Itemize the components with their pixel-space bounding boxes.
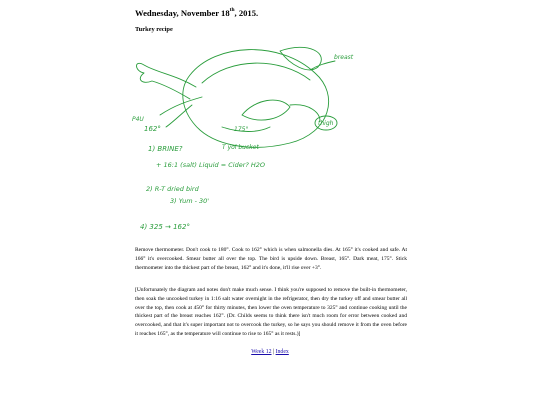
note-breast: breast [334,54,354,61]
editor-note-paragraph: [Unfortunately the diagram and notes don't make much sense. I think you're supposed to remove the built-in thermometer, then soak the uncooked turkey in 1:16 salt water overnight in the refrigerator, then dry the turkey off and smear butter all over the top, then cook at 450° for thirty minutes, then lower the oven temperature to 325° and continue cooking until the thickest part of the breast reaches 162°. (Dr. Childs seems to think there isn't much room for error between cooked and overcooked, and that it's super important not to overcook the turkey, so he says you should remove it from the oven before it reaches 165°, as the temperature will continue to rise to 165° as it rests.)] [135,287,407,337]
turkey-cavity [280,47,321,70]
note-yum: 3) Yum - 30' [170,197,210,205]
instructions-paragraph: Remove thermometer. Don't cook to 180°. Cook to 162° which is when salmonella dies. At 165° it's cooked and safe. At 166° it's overcooked. Smear butter all over the top. The bird is upside down. Breast, 165°. Dark meat, 175°. Stick thermometer into the thickest part of the breast, 162° and it's done, it'll rise over +3°. [135,247,407,271]
turkey-inner-stroke [202,63,310,83]
note-brine: 1) BRINE? [148,145,183,153]
nav-separator: | [272,349,275,355]
note-oven: 4) 325 → 162° [140,223,190,231]
wing-outline [242,100,290,120]
turkey-sketch [130,35,380,240]
page-subtitle: Turkey recipe [135,26,173,33]
note-dry: 2) R-T dried bird [146,185,199,193]
breast-arrow [310,61,335,70]
index-link[interactable]: Index [275,349,289,355]
date-prefix: Wednesday, November 18 [135,8,230,18]
week-12-link[interactable]: Week 12 [251,349,272,355]
probe-line [160,97,202,115]
page-date [135,8,258,18]
note-ratio: + 16:1 (salt) Liquid = Cider? H2O [156,161,266,169]
note-162: 162° [144,125,161,133]
drumstick-outline [137,63,197,99]
thigh-arrow [290,105,320,121]
note-175: 175° [234,126,249,133]
note-bucket: T yol bucket [222,144,259,151]
footer-nav [0,349,540,355]
note-thigh: thigh [318,120,334,127]
note-p4u: P4U [132,116,144,123]
date-suffix: , 2015. [234,8,259,18]
date-ordinal: th [229,7,235,13]
turkey-body-outline [183,50,329,148]
